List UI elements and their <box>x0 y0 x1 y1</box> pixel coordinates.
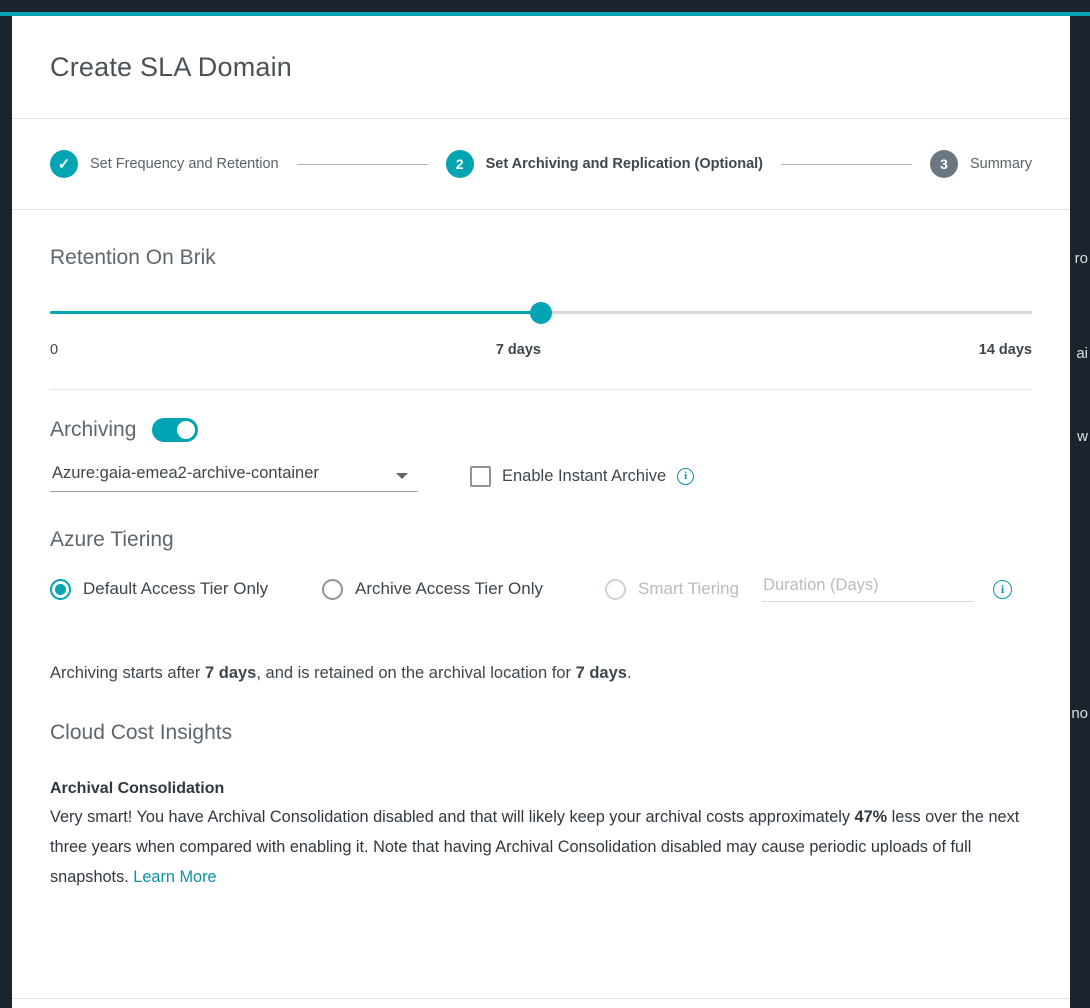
step-label: Set Frequency and Retention <box>90 156 279 172</box>
radio-default-access-tier-only[interactable] <box>50 579 322 600</box>
section-divider <box>50 389 1032 390</box>
toggle-knob <box>177 421 195 439</box>
archiving-header <box>50 418 1032 442</box>
stepper-divider <box>297 164 428 165</box>
retention-slider-labels <box>50 342 1032 358</box>
enable-instant-archive-label: Enable Instant Archive <box>502 466 667 485</box>
duration-days-input <box>763 576 973 602</box>
radio-archive-access-tier-only[interactable] <box>322 579 605 600</box>
summary-prefix: Archiving starts after <box>50 664 205 682</box>
create-sla-domain-dialog <box>12 16 1070 1008</box>
summary-start-after: 7 days <box>204 664 257 682</box>
azure-tiering-options <box>50 576 1032 602</box>
step-number-badge: 3 <box>930 150 958 178</box>
duration-days-placeholder: Duration (Days) <box>763 576 879 594</box>
radio-smart-tiering <box>605 579 739 600</box>
step-set-frequency-and-retention[interactable] <box>50 150 279 178</box>
info-icon[interactable]: i <box>677 468 694 485</box>
insight-body-part-1: Very smart! You have Archival Consolidation disabled and that will likely keep your archival costs approximately <box>50 808 855 826</box>
cloud-cost-insights-title: Cloud Cost Insights <box>50 721 233 744</box>
learn-more-link[interactable]: Learn More <box>133 868 217 886</box>
archiving-toggle[interactable] <box>152 418 198 442</box>
radio-label: Smart Tiering <box>638 579 740 598</box>
check-icon: ✓ <box>50 150 78 178</box>
stepper-divider <box>781 164 912 165</box>
slider-fill <box>50 311 541 314</box>
archival-location-value: Azure:gaia-emea2-archive-container <box>52 464 319 482</box>
enable-instant-archive-checkbox[interactable] <box>470 466 491 487</box>
background-text-fragment: w <box>1077 428 1088 445</box>
page-title: Create SLA Domain <box>50 51 293 82</box>
summary-retained-for: 7 days <box>575 664 627 682</box>
insight-title: Archival Consolidation <box>50 780 225 797</box>
insight-percent: 47% <box>854 808 888 826</box>
info-icon[interactable]: i <box>993 580 1012 599</box>
insight-body <box>50 802 1030 892</box>
step-label: Summary <box>969 156 1033 172</box>
step-set-archiving-and-replication[interactable] <box>446 150 763 178</box>
radio-button[interactable] <box>322 579 343 600</box>
archival-location-select[interactable] <box>50 464 418 492</box>
retention-section-title: Retention On Brik <box>50 246 216 269</box>
background-text-fragment: ai <box>1076 345 1088 362</box>
dialog-body <box>12 246 1070 892</box>
slider-min-label: 0 <box>50 342 59 358</box>
background-text-fragment: ro <box>1074 250 1088 267</box>
archival-location-row <box>50 464 1032 492</box>
dialog-header <box>12 16 1070 119</box>
slider-value-label: 7 days <box>495 342 541 358</box>
radio-label: Default Access Tier Only <box>83 579 269 598</box>
insight-body-part-2: less over the next three years when compared with enabling it. Note that having Archival Consolidation disabled may cause periodic uploads of full snapshots. <box>50 808 1020 886</box>
radio-button[interactable] <box>50 579 71 600</box>
step-number-badge: 2 <box>446 150 474 178</box>
dialog-footer-divider <box>12 998 1070 999</box>
chevron-down-icon[interactable] <box>396 473 408 479</box>
retention-slider[interactable] <box>50 302 1032 324</box>
radio-label: Archive Access Tier Only <box>355 579 544 598</box>
summary-middle: , and is retained on the archival location for <box>256 664 576 682</box>
background-text-fragment: no <box>1071 705 1088 722</box>
archiving-label: Archiving <box>50 418 137 441</box>
step-summary[interactable] <box>930 150 1032 178</box>
enable-instant-archive-group[interactable] <box>470 466 694 487</box>
slider-thumb[interactable] <box>530 302 552 324</box>
wizard-stepper <box>12 119 1070 210</box>
summary-suffix: . <box>626 664 632 682</box>
step-label: Set Archiving and Replication (Optional) <box>485 156 763 172</box>
azure-tiering-title: Azure Tiering <box>50 528 174 551</box>
archiving-summary-text <box>50 664 1032 683</box>
radio-button <box>605 579 626 600</box>
slider-max-label: 14 days <box>978 342 1032 358</box>
